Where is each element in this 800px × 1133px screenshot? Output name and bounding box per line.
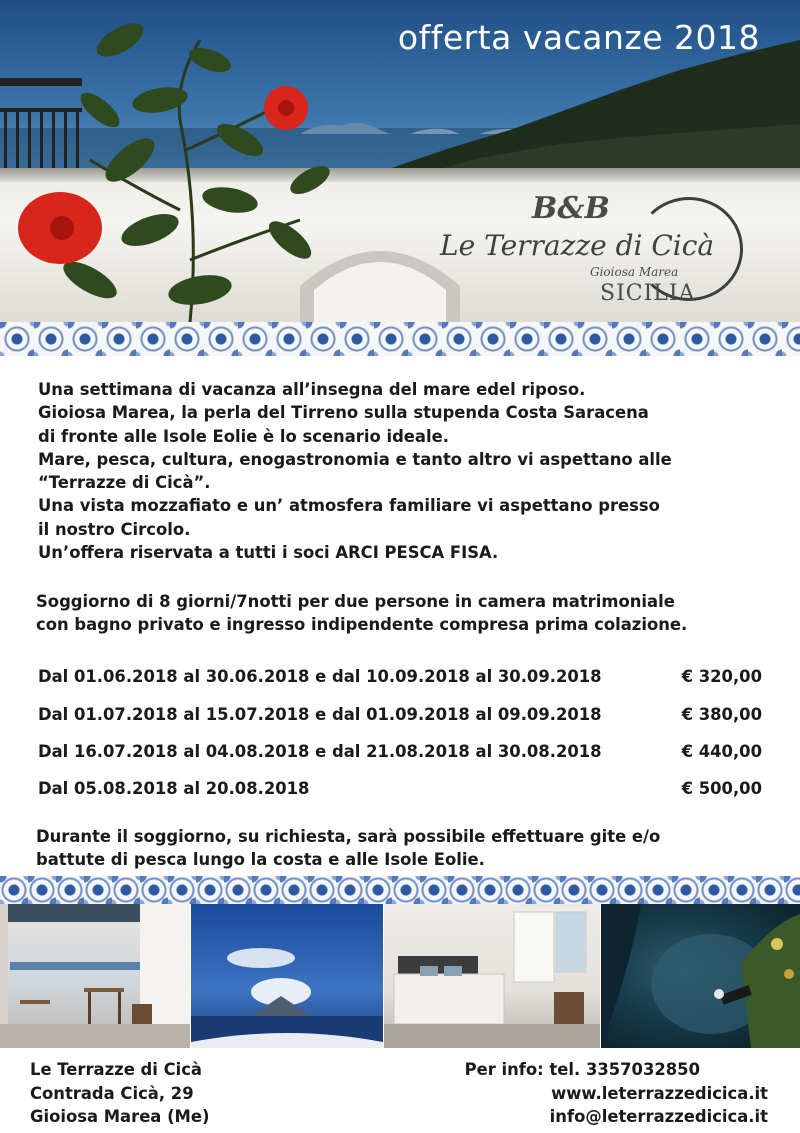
- logo-place: Gioiosa Marea: [590, 265, 679, 279]
- price-period: Dal 01.06.2018 al 30.06.2018 e dal 10.09.2018 al 30.09.2018: [38, 667, 602, 686]
- intro-line: “Terrazze di Cicà”.: [38, 473, 211, 493]
- bedroom-photo: [384, 904, 600, 1048]
- stay-line: Soggiorno di 8 giorni/7notti per due persone in camera matrimoniale: [36, 592, 675, 611]
- address-block: [30, 1058, 209, 1129]
- price-row: [38, 667, 762, 689]
- closing-paragraph: [36, 825, 786, 872]
- majolica-tile-strip-bottom: [0, 876, 800, 904]
- intro-line: Mare, pesca, cultura, enogastronomia e tanto altro vi aspettano alle: [38, 449, 672, 469]
- phone-info: Per info: tel. 3357032850: [464, 1060, 700, 1079]
- majolica-tile-strip-top: [0, 322, 800, 356]
- intro-line: di fronte alle Isole Eolie è lo scenario ideale.: [38, 426, 449, 446]
- stromboli-boat-photo: [191, 904, 383, 1048]
- price-period: Dal 16.07.2018 al 04.08.2018 e dal 21.08.2018 al 30.08.2018: [38, 742, 602, 761]
- logo-bb: B&B: [532, 191, 610, 226]
- offer-title: offerta vacanze 2018: [397, 18, 760, 57]
- address-line: Le Terrazze di Cicà: [30, 1060, 202, 1079]
- stay-line: con bagno privato e ingresso indipendente compresa prima colazione.: [36, 615, 688, 635]
- terrace-dining-photo: [0, 904, 190, 1048]
- stay-description: [36, 590, 786, 637]
- intro-line: Una settimana di vacanza all’insegna del mare edel riposo.: [38, 380, 586, 399]
- intro-line: Un’offera riservata a tutti i soci ARCI PESCA FISA.: [38, 543, 499, 563]
- website-link[interactable]: www.leterrazzedicica.it: [551, 1083, 768, 1103]
- intro-line: Una vista mozzafiato e un’ atmosfera familiare vi aspettano presso: [38, 496, 660, 516]
- intro-paragraph: [38, 378, 778, 564]
- footer: [0, 1048, 800, 1133]
- bnb-logo: [440, 185, 760, 315]
- price-period: Dal 05.08.2018 al 20.08.2018: [38, 779, 310, 798]
- price-amount: € 500,00: [681, 779, 762, 798]
- coast-mountain: [360, 40, 800, 180]
- photo-gallery: [0, 904, 800, 1048]
- email-link[interactable]: info@leterrazzedicica.it: [549, 1107, 768, 1126]
- closing-line: Durante il soggiorno, su richiesta, sarà possibile effettuare gite e/o: [36, 827, 661, 846]
- address-line: Contrada Cicà, 29: [30, 1083, 194, 1103]
- price-amount: € 380,00: [681, 705, 762, 724]
- price-period: Dal 01.07.2018 al 15.07.2018 e dal 01.09.2018 al 09.09.2018: [38, 705, 602, 724]
- hibiscus-plant: [0, 0, 360, 322]
- price-amount: € 320,00: [681, 667, 762, 686]
- price-row: [38, 779, 762, 801]
- contact-block: [465, 1058, 768, 1129]
- price-row: [38, 742, 762, 764]
- scuba-diver-photo: [601, 904, 800, 1048]
- price-amount: € 440,00: [681, 742, 762, 761]
- logo-name: Le Terrazze di Cicà: [440, 229, 715, 262]
- hero-photo: [0, 0, 800, 322]
- logo-region: SICILIA: [600, 281, 696, 306]
- intro-line: Gioiosa Marea, la perla del Tirreno sulla stupenda Costa Saracena: [38, 403, 649, 423]
- closing-line: battute di pesca lungo la costa e alle Isole Eolie.: [36, 850, 485, 870]
- address-line: Gioiosa Marea (Me): [30, 1107, 210, 1126]
- intro-line: il nostro Circolo.: [38, 519, 191, 539]
- price-row: [38, 705, 762, 727]
